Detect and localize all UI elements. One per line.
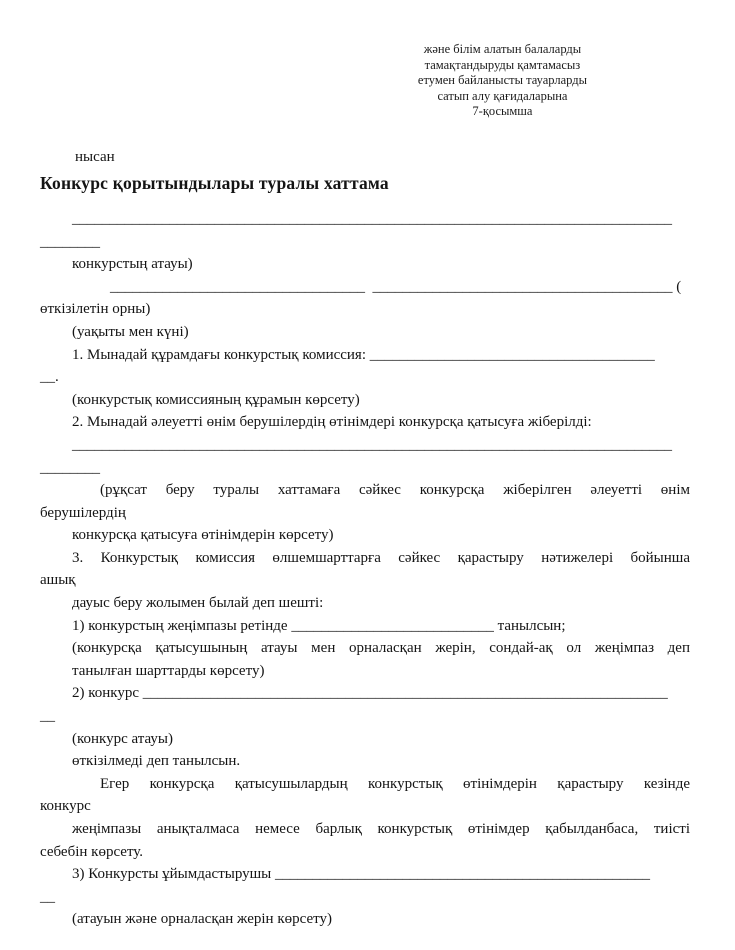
appendix-number: 7-қосымша (472, 104, 533, 119)
field-hint: конкурсқа қатысуға өтінімдерін көрсету) (72, 527, 334, 544)
appendix-line: етумен байланысты тауарларды (417, 73, 587, 88)
blank-line: ________________________________________________________________________________ (72, 436, 672, 453)
field-hint: берушілердің (40, 504, 126, 521)
document-line: жеңімпазы анықталмаса немесе барлық конкурстық өтінімдер қабылданбаса, тиісті (72, 821, 690, 837)
blank-line: __. (40, 369, 59, 386)
field-hint: (конкурстық комиссияның құрамын көрсету) (72, 391, 360, 408)
appendix-block-wrap (0, 42, 735, 120)
field-hint: (рұқсат беру туралы хаттамаға сәйкес конкурсқа жіберілген әлеуетті өнім (100, 482, 690, 499)
blank-line: __ (40, 708, 55, 725)
blank-line: ________________________________________________________________________________ (72, 210, 672, 227)
field-hint: (атауын және орналасқан жерін көрсету) (72, 911, 332, 928)
form-label: нысан (75, 148, 115, 165)
document-line: себебін көрсету. (40, 843, 144, 860)
blank-line: __________________________________ ________________________________________ ( (110, 278, 682, 295)
document-line: 1. Мынадай құрамдағы конкурстық комиссия: ______________________________________ (72, 346, 655, 363)
blank-line: ________ (40, 233, 100, 250)
document-line: өткізілмеді деп танылсын. (72, 753, 241, 770)
page-title: Конкурс қорытындылары туралы хаттама (40, 172, 389, 193)
field-hint: (уақыты мен күні) (72, 323, 189, 340)
document-line: конкурс (40, 798, 91, 815)
document-line: Егер конкурсқа қатысушылардың конкурстық өтінімдерін қарастыру кезінде (100, 775, 690, 792)
appendix-line: тамақтандыруды қамтамасыз (424, 57, 581, 72)
document-line: 2) конкурс ______________________________________________________________________ (72, 685, 668, 702)
field-hint: өткізілетін орны) (40, 301, 151, 318)
document-body (0, 208, 735, 931)
blank-line: __ (40, 888, 55, 905)
blank-line: ________ (40, 459, 100, 476)
field-hint: конкурстың атауы) (72, 256, 193, 273)
appendix-block (418, 42, 587, 120)
document-line: 3) Конкурсты ұйымдастырушы __________________________________________________ (72, 866, 651, 883)
field-hint: танылған шарттарды көрсету) (72, 662, 265, 679)
document-line: ашық (40, 572, 76, 589)
document-line: дауыс беру жолымен былай деп шешті: (72, 595, 324, 612)
document-line: 2. Мынадай әлеуетті өнім берушілердің өтінімдері конкурсқа қатысуға жіберілді: (72, 414, 592, 431)
appendix-line: және білім алатын балаларды (423, 42, 582, 56)
field-hint: (конкурс атауы) (72, 730, 174, 747)
document-line: 3. Конкурстық комиссия өлшемшарттарға сәйкес қарастыру нәтижелері бойынша (72, 549, 690, 566)
field-hint: (конкурсқа қатысушының атауы мен орналасқан жерін, сондай-ақ ол жеңімпаз деп (72, 640, 690, 657)
appendix-line: сатып алу қағидаларына (437, 88, 568, 103)
document-line: 1) конкурстың жеңімпазы ретінде ___________________________ танылсын; (72, 617, 566, 634)
